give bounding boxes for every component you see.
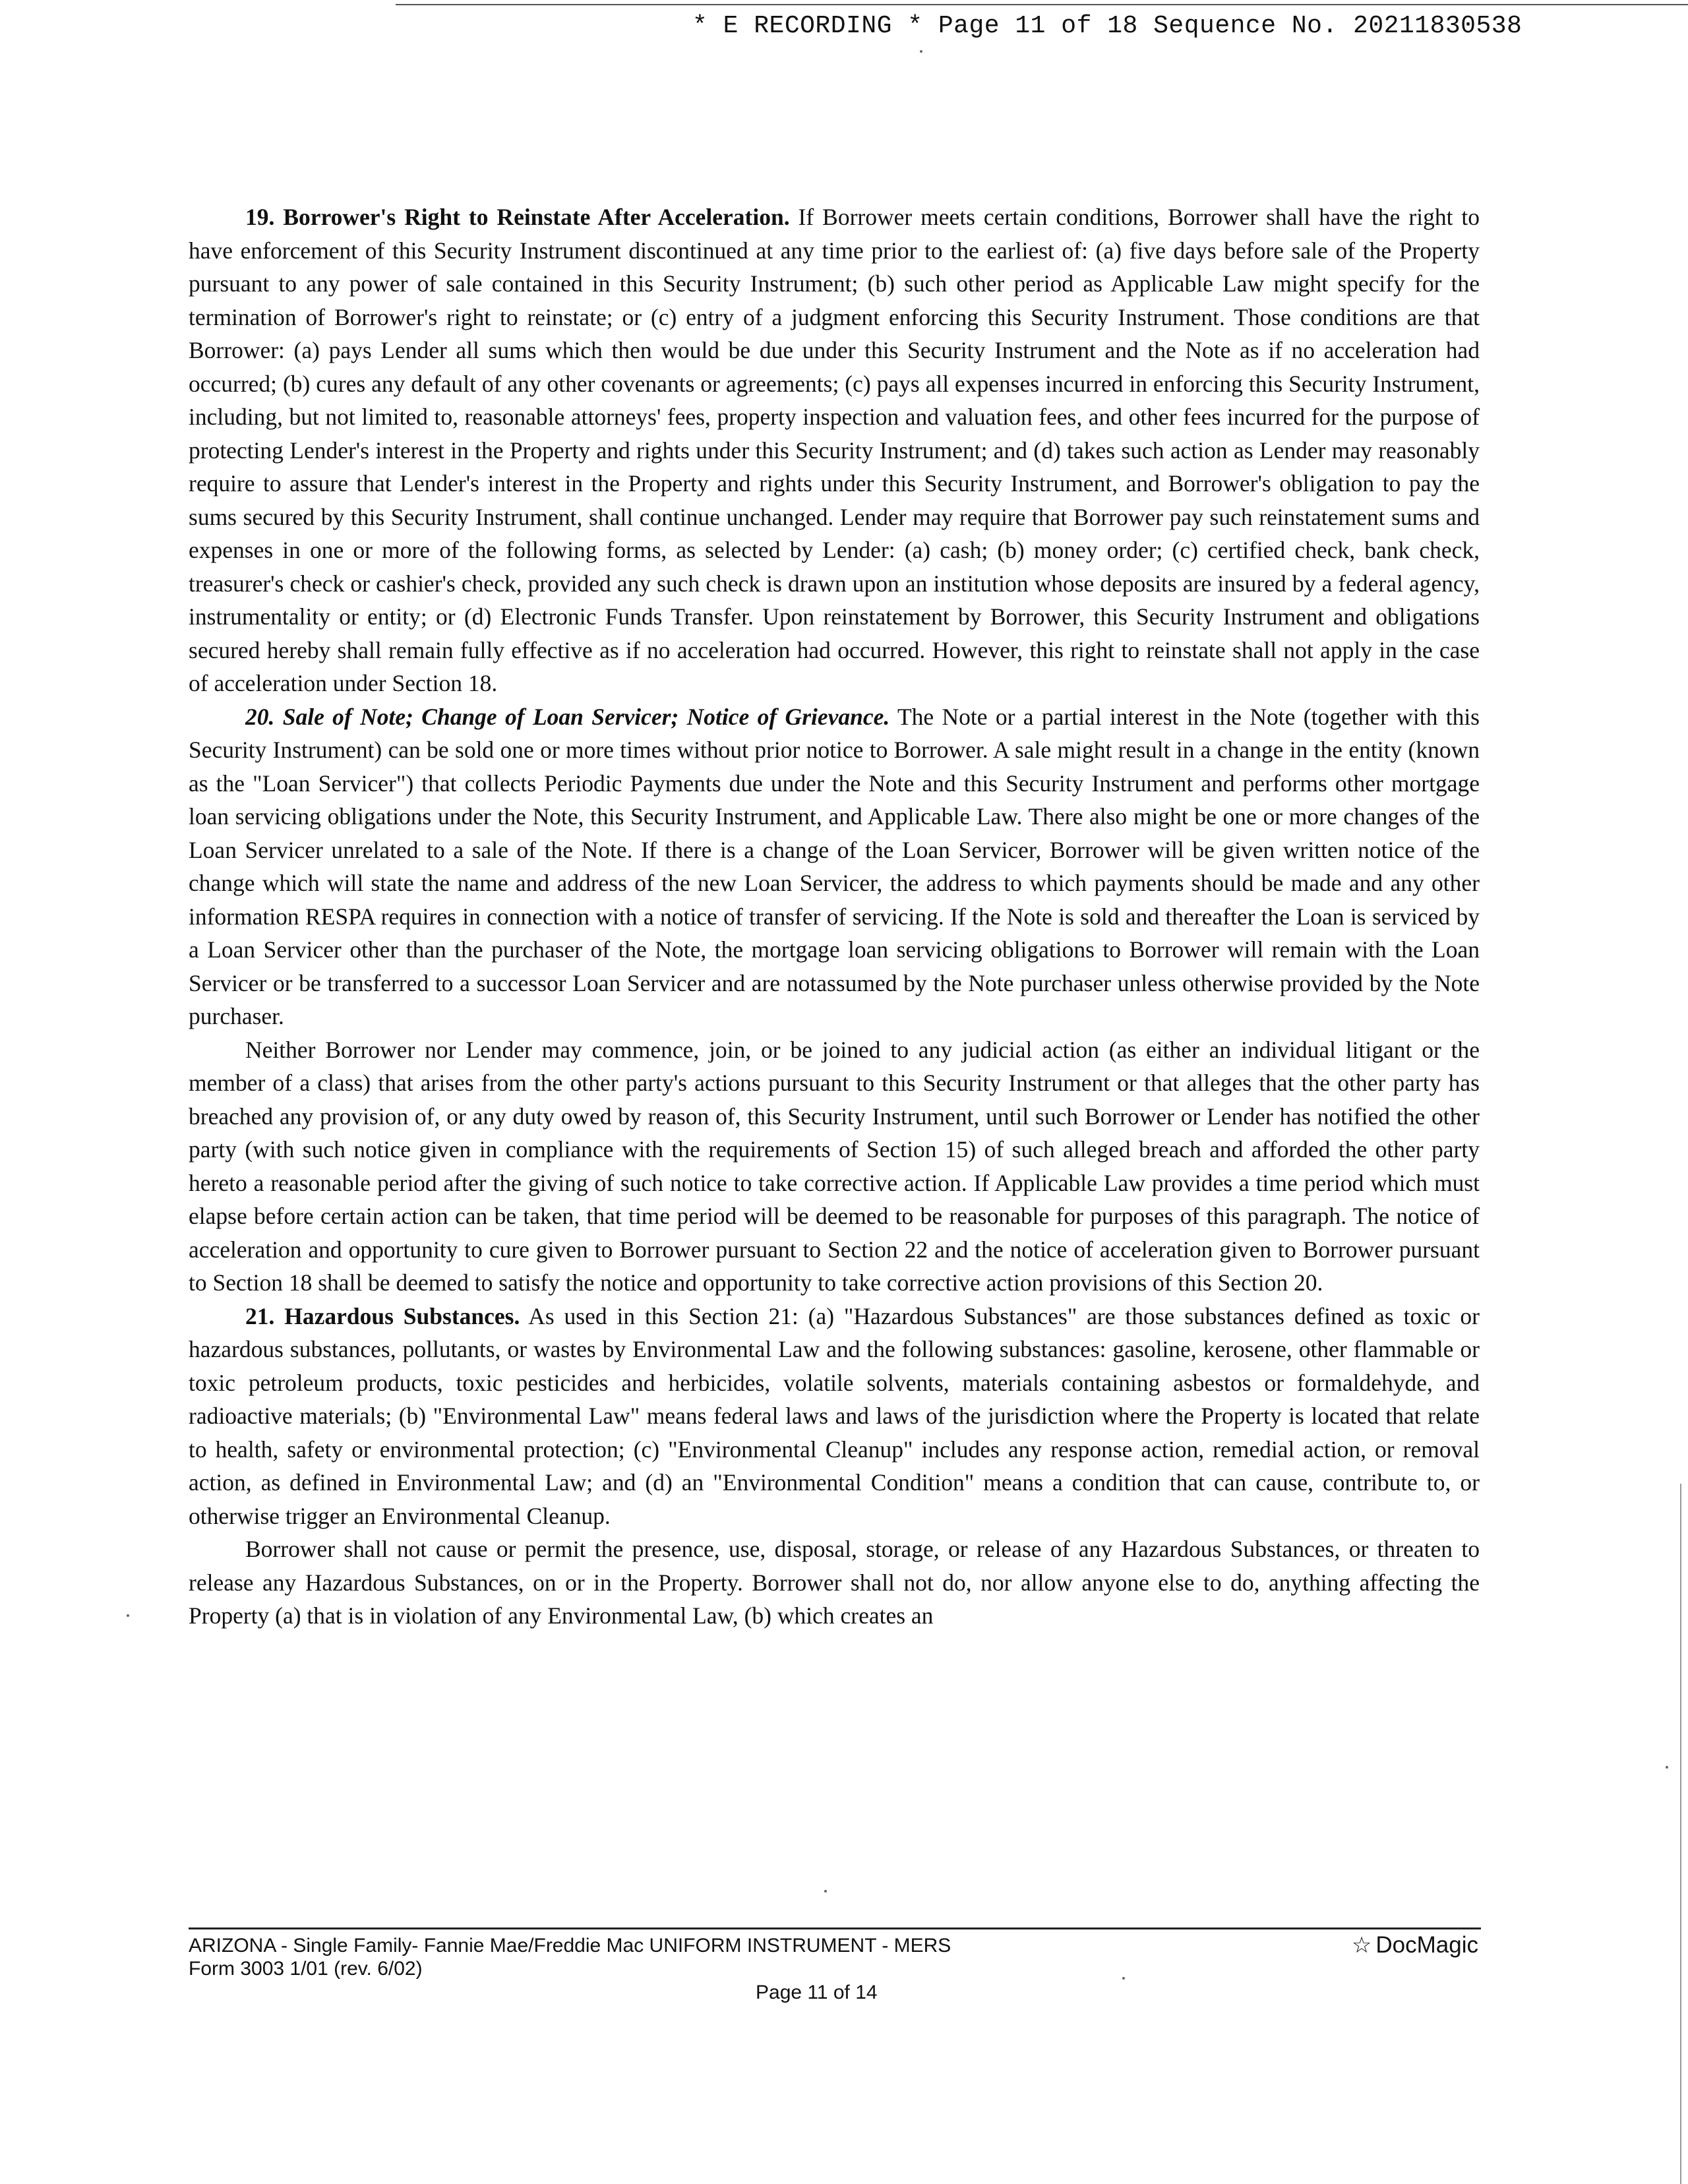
scan-edge-line	[1680, 1484, 1681, 2184]
paragraph-section-20-cont	[189, 1033, 1480, 1300]
scan-speck	[824, 1890, 827, 1893]
footer-brand	[1352, 1932, 1478, 1958]
paragraph-section-19	[189, 200, 1480, 700]
section-text: Neither Borrower nor Lender may commence, join, or be joined to any judicial action (as either an individual litigant or the member of a class) that arises from the other party's actions pursuant to this Security Instrument or that alleges that the other party has breached any provision of, or any duty owed by reason of, this Security Instrument, until such Borrower or Lender has notified the other party (with such notice given in compliance with the requirements of Section 15) of such alleged breach and afforded the other party hereto a reasonable period after the giving of such notice to take corrective action. If Applicable Law provides a time period which must elapse before certain action can be taken, that time period will be deemed to be reasonable for purposes of this paragraph. The notice of acceleration and opportunity to cure given to Borrower pursuant to Section 22 and the notice of acceleration given to Borrower pursuant to Section 18 shall be deemed to satisfy the notice and opportunity to take corrective action provisions of this Section 20.	[189, 1036, 1480, 1296]
footer-rule	[189, 1927, 1481, 1929]
scan-speck	[1122, 1977, 1125, 1980]
section-heading: 21. Hazardous Substances.	[245, 1302, 520, 1329]
footer-form-line: ARIZONA - Single Family- Fannie Mae/Freddie Mac UNIFORM INSTRUMENT - MERS	[189, 1935, 951, 1957]
footer-form-number: Form 3003 1/01 (rev. 6/02)	[189, 1958, 423, 1980]
section-text: If Borrower meets certain conditions, Borrower shall have the right to have enforcement of this Security Instrument discontinued at any time prior to the earliest of: (a) five days before sale of the Property pursuant to any power of sale contained in this Security Instrument; (b) such other period as Applicable Law might specify for the termination of Borrower's right to reinstate; or (c) entry of a judgment enforcing this Security Instrument. Those conditions are that Borrower: (a) pays Lender all sums which then would be due under this Security Instrument and the Note as if no acceleration had occurred; (b) cures any default of any other covenants or agreements; (c) pays all expenses incurred in enforcing this Security Instrument, including, but not limited to, reasonable attorneys' fees, property inspection and valuation fees, and other fees incurred for the purpose of protecting Lender's interest in the Property and rights under this Security Instrument; and (d) takes such action as Lender may reasonably require to assure that Lender's interest in the Property and rights under this Security Instrument, and Borrower's obligation to pay the sums secured by this Security Instrument, shall continue unchanged. Lender may require that Borrower pay such reinstatement sums and expenses in one or more of the following forms, as selected by Lender: (a) cash; (b) money order; (c) certified check, bank check, treasurer's check or cashier's check, provided any such check is drawn upon an institution whose deposits are insured by a federal agency, instrumentality or entity; or (d) Electronic Funds Transfer. Upon reinstatement by Borrower, this Security Instrument and obligations secured hereby shall remain fully effective as if no acceleration had occurred. However, this right to reinstate shall not apply in the case of acceleration under Section 18.	[189, 204, 1480, 696]
star-icon: ☆	[1351, 1933, 1372, 1958]
footer-page-number: Page 11 of 14	[756, 1982, 878, 2003]
section-heading: 19. Borrower's Right to Reinstate After Acceleration.	[245, 204, 790, 230]
scan-speck	[1666, 1766, 1668, 1769]
scan-speck	[127, 1614, 129, 1617]
brand-name: DocMagic	[1375, 1932, 1478, 1958]
scan-speck	[920, 50, 922, 53]
section-text: The Note or a partial interest in the Note (together with this Security Instrument) can be sold one or more times without prior notice to Borrower. A sale might result in a change in the entity (known as the "Loan Servicer") that collects Periodic Payments due under the Note and this Security Instrument and performs other mortgage loan servicing obligations under the Note, this Security Instrument, and Applicable Law. There also might be one or more changes of the Loan Servicer unrelated to a sale of the Note. If there is a change of the Loan Servicer, Borrower will be given written notice of the change which will state the name and address of the new Loan Servicer, the address to which payments should be made and any other information RESPA requires in connection with a notice of transfer of servicing. If the Note is sold and thereafter the Loan is serviced by a Loan Servicer other than the purchaser of the Note, the mortgage loan servicing obligations to Borrower will remain with the Loan Servicer or be transferred to a successor Loan Servicer and are notassumed by the Note purchaser unless otherwise provided by the Note purchaser.	[189, 703, 1480, 1029]
header-rule	[396, 4, 1688, 5]
recording-stamp: * E RECORDING * Page 11 of 18 Sequence No. 20211830538	[692, 12, 1522, 40]
paragraph-section-20	[189, 700, 1480, 1033]
section-heading: 20. Sale of Note; Change of Loan Servicer; Notice of Grievance.	[245, 703, 890, 730]
section-text: Borrower shall not cause or permit the presence, use, disposal, storage, or release of any Hazardous Substances, or threaten to release any Hazardous Substances, on or in the Property. Borrower shall not do, nor allow anyone else to do, anything affecting the Property (a) that is in violation of any Environmental Law, (b) which creates an	[189, 1536, 1480, 1629]
document-body	[189, 200, 1480, 1633]
paragraph-section-21	[189, 1300, 1480, 1533]
section-text: As used in this Section 21: (a) "Hazardous Substances" are those substances defined as toxic or hazardous substances, pollutants, or wastes by Environmental Law and the following substances: gasoline, kerosene, other flammable or toxic petroleum products, toxic pesticides and herbicides, volatile solvents, materials containing asbestos or formaldehyde, and radioactive materials; (b) "Environmental Law" means federal laws and laws of the jurisdiction where the Property is located that relate to health, safety or environmental protection; (c) "Environmental Cleanup" includes any response action, remedial action, or removal action, as defined in Environmental Law; and (d) an "Environmental Condition" means a condition that can cause, contribute to, or otherwise trigger an Environmental Cleanup.	[189, 1302, 1480, 1529]
paragraph-section-21-cont	[189, 1532, 1480, 1633]
